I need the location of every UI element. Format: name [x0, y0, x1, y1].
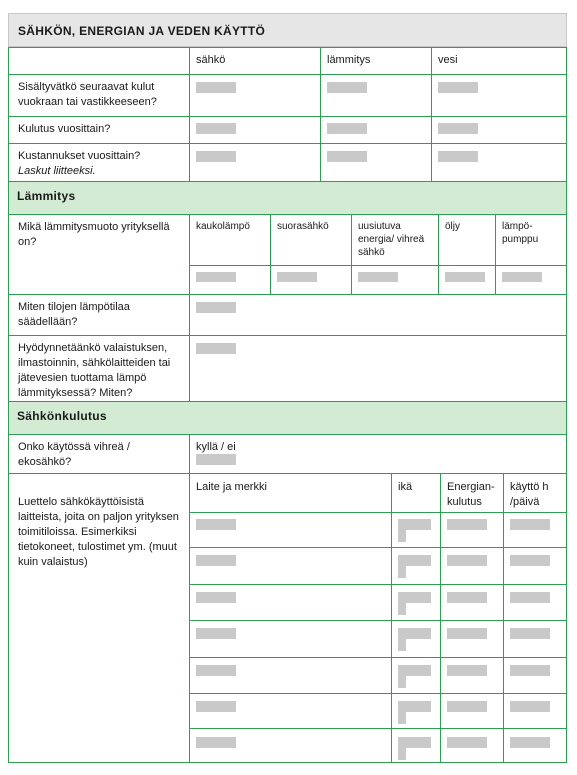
- question-green-electricity: Onko käytössä vihreä / ekosähkö?: [18, 441, 130, 468]
- question-included-costs: Sisältyvätkö seuraavat kulut vuokraan tai vastikkeeseen?: [18, 81, 157, 108]
- column-divider: [189, 214, 190, 402]
- answer-field[interactable]: [277, 272, 317, 282]
- answer-field[interactable]: [447, 592, 487, 603]
- row-divider: [8, 335, 567, 336]
- answer-field[interactable]: [510, 592, 550, 603]
- row-divider: [190, 265, 566, 266]
- column-header-usage-hours: käyttö h /päivä: [510, 481, 549, 508]
- field-marker: [398, 676, 406, 688]
- row-divider: [8, 74, 567, 75]
- answer-field[interactable]: [447, 701, 487, 712]
- column-divider: [391, 473, 392, 763]
- answer-field[interactable]: [327, 82, 367, 93]
- answer-field[interactable]: [327, 123, 367, 134]
- answer-field[interactable]: [510, 737, 550, 748]
- section-title-energy: SÄHKÖN, ENERGIAN JA VEDEN KÄYTTÖ: [18, 24, 266, 38]
- answer-field[interactable]: [447, 555, 487, 566]
- column-divider: [431, 47, 432, 182]
- section-header-energy: [8, 13, 567, 47]
- answer-field[interactable]: [438, 123, 478, 134]
- answer-field[interactable]: [398, 628, 431, 639]
- column-header-device: Laite ja merkki: [196, 481, 267, 493]
- row-divider: [8, 294, 567, 295]
- answer-field[interactable]: [447, 628, 487, 639]
- heating-option-district: kaukolämpö: [196, 221, 250, 232]
- row-divider: [8, 181, 567, 182]
- column-divider: [320, 47, 321, 182]
- column-divider: [438, 214, 439, 294]
- answer-field[interactable]: [196, 665, 236, 676]
- row-divider: [190, 620, 566, 621]
- row-divider: [8, 434, 567, 435]
- answer-field[interactable]: [358, 272, 398, 282]
- answer-field[interactable]: [196, 82, 236, 93]
- column-divider: [440, 473, 441, 763]
- row-divider: [8, 47, 567, 48]
- section-title-power: Sähkönkulutus: [17, 409, 107, 423]
- answer-field[interactable]: [196, 555, 236, 566]
- column-divider: [270, 214, 271, 294]
- answer-field[interactable]: [445, 272, 485, 282]
- field-marker: [398, 530, 406, 542]
- answer-field[interactable]: [510, 519, 550, 530]
- answer-field[interactable]: [398, 592, 431, 603]
- answer-field[interactable]: [196, 701, 236, 712]
- answer-field[interactable]: [196, 519, 236, 530]
- heating-option-heat-pump: lämpö-pumppu: [502, 221, 539, 245]
- answer-field[interactable]: [447, 737, 487, 748]
- field-marker: [398, 566, 406, 578]
- row-divider: [8, 473, 567, 474]
- answer-yes-no: kyllä / ei: [196, 441, 236, 453]
- answer-field[interactable]: [510, 665, 550, 676]
- row-divider: [8, 143, 567, 144]
- question-temperature-control: Miten tilojen lämpötilaa säädellään?: [18, 301, 130, 328]
- row-divider: [8, 116, 567, 117]
- answer-field[interactable]: [398, 737, 431, 748]
- column-divider: [351, 214, 352, 294]
- heating-option-oil: öljy: [445, 221, 461, 232]
- answer-field[interactable]: [196, 123, 236, 134]
- answer-field[interactable]: [510, 701, 550, 712]
- question-annual-consumption: Kulutus vuosittain?: [18, 123, 111, 135]
- answer-field[interactable]: [196, 272, 236, 282]
- field-marker: [398, 603, 406, 615]
- answer-field[interactable]: [398, 665, 431, 676]
- row-divider: [190, 728, 566, 729]
- row-divider: [190, 693, 566, 694]
- column-header-energy-use: Energian-kulutus: [447, 481, 495, 508]
- section-header-power: [8, 402, 567, 434]
- row-divider: [190, 657, 566, 658]
- row-divider: [8, 214, 567, 215]
- answer-field[interactable]: [398, 519, 431, 530]
- answer-field[interactable]: [447, 665, 487, 676]
- field-marker: [398, 712, 406, 724]
- field-marker: [398, 639, 406, 651]
- answer-field[interactable]: [196, 151, 236, 162]
- question-waste-heat: Hyödynnetäänkö valaistuksen, ilmastoinnin, sähkölaitteiden tai jätevesien tuottama lämpö lämmityksessä? Miten?: [18, 342, 171, 399]
- column-divider: [495, 214, 496, 294]
- row-divider: [190, 584, 566, 585]
- column-divider: [189, 47, 190, 182]
- heating-option-direct-electric: suorasähkö: [277, 221, 329, 232]
- answer-field[interactable]: [502, 272, 542, 282]
- column-divider: [189, 434, 190, 763]
- answer-field[interactable]: [196, 737, 236, 748]
- column-header-age: ikä: [398, 481, 413, 493]
- answer-field[interactable]: [327, 151, 367, 162]
- answer-field[interactable]: [196, 592, 236, 603]
- question-heating-type: Mikä lämmitysmuoto yrityksellä on?: [18, 221, 170, 248]
- row-divider: [190, 547, 566, 548]
- field-marker: [398, 748, 406, 760]
- column-header-heating: lämmitys: [327, 54, 371, 66]
- answer-field[interactable]: [196, 454, 236, 465]
- answer-field[interactable]: [196, 343, 236, 354]
- note-invoices-attached: Laskut liitteeksi.: [18, 165, 96, 177]
- table-border-left: [8, 47, 9, 763]
- question-device-list: Luettelo sähkökäyttöisistä laitteista, joita on paljon yrityksen toimitiloissa. Esimerkiksi tietokoneet, tulostimet ym. (muut kuin valaistus): [18, 496, 179, 568]
- row-divider: [190, 512, 566, 513]
- table-border-right: [566, 47, 567, 763]
- section-title-heating: Lämmitys: [17, 189, 76, 203]
- question-annual-costs: Kustannukset vuosittain?: [18, 150, 141, 162]
- answer-field[interactable]: [196, 628, 236, 639]
- column-divider: [503, 473, 504, 763]
- answer-field[interactable]: [447, 519, 487, 530]
- table-border-bottom: [8, 762, 567, 763]
- column-header-water: vesi: [438, 54, 458, 66]
- answer-field[interactable]: [196, 302, 236, 313]
- answer-field[interactable]: [398, 701, 431, 712]
- answer-field[interactable]: [510, 555, 550, 566]
- column-header-electricity: sähkö: [196, 54, 226, 66]
- section-header-heating: [8, 182, 567, 214]
- row-divider: [8, 401, 567, 402]
- answer-field[interactable]: [398, 555, 431, 566]
- answer-field[interactable]: [438, 151, 478, 162]
- heating-option-renewable: uusiutuva energia/ vihreä sähkö: [358, 221, 425, 258]
- answer-field[interactable]: [438, 82, 478, 93]
- answer-field[interactable]: [510, 628, 550, 639]
